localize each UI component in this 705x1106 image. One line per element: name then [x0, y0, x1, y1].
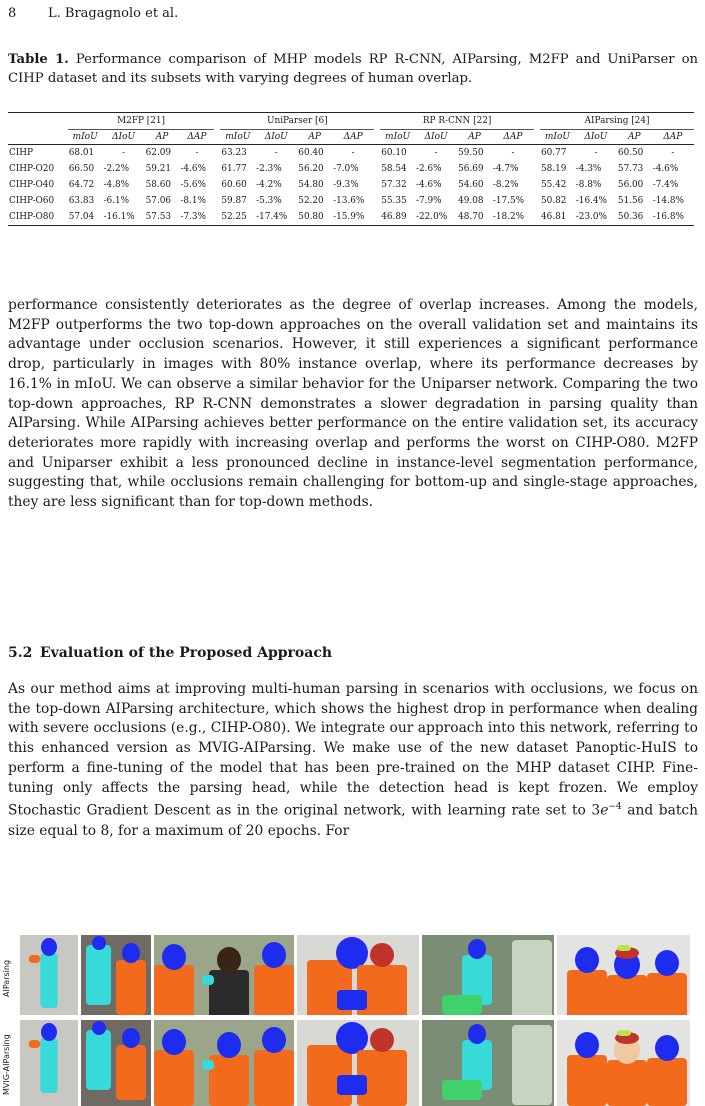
table-cell: 56.20: [298, 164, 324, 174]
table-cell: -18.2%: [492, 209, 534, 226]
table-cell: 60.50: [617, 148, 644, 158]
sub-header: AP: [617, 130, 652, 145]
table-cell: -: [274, 148, 278, 158]
table-cell: 59.21: [145, 164, 172, 174]
figure-panel: [297, 1020, 419, 1106]
table-cell: 60.60: [221, 180, 247, 190]
row-label: CIHP-O20: [9, 164, 55, 174]
table-caption: [8, 50, 698, 88]
table-cell: 56.69: [458, 164, 484, 174]
sub-header: ΔIoU: [103, 130, 145, 145]
table-cell: -7.9%: [415, 196, 442, 206]
table-cell: 52.25: [220, 209, 255, 226]
running-authors: L. Bragagnolo et al.: [48, 6, 179, 21]
group-header: UniParser [6]: [220, 113, 374, 130]
table-cell: -: [594, 148, 598, 158]
figure-panel: [81, 935, 151, 1015]
table-cell: 64.72: [68, 180, 95, 190]
figure-panel: [297, 935, 419, 1015]
table-cell: 51.56: [617, 196, 644, 206]
table-cell: 50.80: [297, 209, 332, 226]
table-cell: -14.8%: [652, 196, 684, 206]
row-label: CIHP-O60: [9, 196, 55, 206]
body-paragraph: performance consistently deteriorates as the degree of overlap increases. Among the models, M2FP outperforms the two top-down approaches on the overall validation set and maintains its advantage under occlusion scenarios. However, it still experiences a significant performance drop, particularly in images with 80% instance overlap, where its performance decreases by 16.1% in mIoU. We can observe a similar behavior for the Uniparser network. Comparing the two top-down approaches, RP R-CNN demonstrates a slower degradation in parsing quality than AIParsing. While AIParsing achieves better performance on the entire validation set, its accuracy deteriorates more rapidly with increasing overlap and performs the worst on CIHP-O80. M2FP and Uniparser exhibit a less pronounced decline in instance-level segmentation performance, suggesting that, while occlusions remain challenging for bottom-up and single-stage approaches, they are less significant than for top-down methods.: [8, 297, 698, 511]
table-cell: 55.35: [381, 196, 407, 206]
table-cell: 57.53: [145, 209, 180, 226]
table-cell: 50.36: [617, 209, 652, 226]
table-cell: 57.06: [145, 196, 172, 206]
table-cell: 59.87: [221, 196, 247, 206]
table-cell: -8.2%: [492, 180, 519, 190]
table-cell: -4.3%: [575, 164, 602, 174]
table-cell: -4.6%: [180, 164, 206, 174]
table-cell: 63.83: [68, 196, 95, 206]
table-cell: 57.32: [381, 180, 407, 190]
table-cell: -: [122, 148, 126, 158]
table-cell: 48.70: [457, 209, 492, 226]
learning-rate-exponent: −4: [608, 802, 622, 813]
table-cell: -5.3%: [256, 196, 282, 206]
table-row: [8, 177, 694, 193]
sub-header: ΔAP: [332, 130, 374, 145]
group-header: M2FP [21]: [68, 113, 215, 130]
row-label: CIHP: [9, 148, 34, 158]
table-cell: 61.77: [221, 164, 247, 174]
sub-header: ΔAP: [179, 130, 214, 145]
table-cell: 49.08: [458, 196, 484, 206]
table-cell: 60.77: [541, 148, 567, 158]
table-cell: -4.6%: [415, 180, 442, 190]
table-cell: -6.1%: [103, 196, 130, 206]
table-cell: -: [434, 148, 438, 158]
sub-header: mIoU: [380, 130, 415, 145]
table-cell: 50.82: [541, 196, 567, 206]
figure-panel: [557, 935, 690, 1015]
table-cell: 57.04: [68, 209, 103, 226]
table-cell: 62.09: [145, 148, 172, 158]
table-row: [8, 145, 694, 162]
table-cell: 54.80: [298, 180, 324, 190]
table-cell: -4.6%: [652, 164, 679, 174]
page-header: [8, 6, 178, 21]
table-cell: -: [511, 148, 515, 158]
table-cell: 46.81: [540, 209, 575, 226]
table-cell: 57.73: [617, 164, 644, 174]
paragraph-text: and batch size equal to 8, for a maximum of 20 epochs. For: [8, 802, 698, 839]
table-cell: -4.8%: [103, 180, 130, 190]
figure-row-label: AIParsing: [2, 959, 11, 997]
section-title: Evaluation of the Proposed Approach: [40, 645, 333, 661]
sub-header: AP: [145, 130, 180, 145]
table-cell: 52.20: [298, 196, 324, 206]
table-cell: -7.3%: [179, 209, 214, 226]
sub-header: ΔIoU: [255, 130, 297, 145]
row-label: CIHP-O40: [9, 180, 55, 190]
sub-header: mIoU: [68, 130, 103, 145]
row-label: CIHP-O80: [8, 209, 68, 226]
table-cell: -2.2%: [103, 164, 130, 174]
table-cell: -13.6%: [333, 196, 365, 206]
sub-header: mIoU: [220, 130, 255, 145]
paragraph-text: As our method aims at improving multi-human parsing in scenarios with occlusions, we focus on the top-down AIParsing architecture, which shows the highest drop in performance when dealing with severe occlusions (e.g., CIHP-O80). We integrate our approach into this network, referring to this enhanced version as MVIG-AIParsing. We make use of the new dataset Panoptic-HuIS to perform a fine-tuning of the model that has been pre-trained on the MHP dataset CIHP. Fine-tuning only affects the parsing head, while the detection head is kept frozen. We employ Stochastic Gradient Descent as in the original network, with learning rate set to 3: [8, 681, 698, 819]
table-cell: -15.9%: [332, 209, 374, 226]
table-cell: 58.60: [145, 180, 172, 190]
table-cell: 60.40: [298, 148, 324, 158]
figure-panel: [20, 935, 78, 1015]
figure-panel: [154, 935, 294, 1015]
table-cell: -8.1%: [180, 196, 206, 206]
sub-header: ΔAP: [652, 130, 694, 145]
table-cell: -8.8%: [575, 180, 602, 190]
figure-panel: [20, 1020, 78, 1106]
figure-row-label: MVIG-AIParsing: [2, 1034, 11, 1096]
figure-panel: [557, 1020, 690, 1106]
table-cell: -16.1%: [103, 209, 145, 226]
table-cell: -17.5%: [492, 196, 525, 206]
page-number: 8: [8, 6, 17, 21]
table-row: [8, 161, 694, 177]
sub-header: ΔIoU: [575, 130, 617, 145]
section-number: 5.2: [8, 645, 33, 661]
table-cell: -: [351, 148, 355, 158]
table-cell: 56.00: [617, 180, 644, 190]
table-cell: -: [671, 148, 675, 158]
body-paragraph: As our method aims at improving multi-human parsing in scenarios with occlusions, we focus on the top-down AIParsing architecture, which shows the highest drop in performance when dealing with severe occlusions (e.g., CIHP-O80). We integrate our approach into this network, referring to this enhanced version as MVIG-AIParsing. We make use of the new dataset Panoptic-HuIS to perform a fine-tuning of the model that has been pre-trained on the MHP dataset CIHP. Fine-tuning only affects the parsing head, while the detection head is kept frozen. We employ Stochastic Gradient Descent as in the original network, with learning rate set to $3e^{-4}$ and batch size equal to 8, for a maximum of 20 epochs. For: [8, 681, 698, 839]
figure-panel: [422, 1020, 554, 1106]
table-cell: 55.42: [541, 180, 567, 190]
table-cell: 54.60: [458, 180, 484, 190]
group-header: RP R-CNN [22]: [380, 113, 534, 130]
table-cell: -7.4%: [652, 180, 679, 190]
table-cell: -: [195, 148, 199, 158]
table-cell: -9.3%: [333, 180, 359, 190]
table-cell: -16.4%: [575, 196, 607, 206]
figure-row-mvig-aiparsing: [20, 1020, 690, 1106]
table-cell: -23.0%: [575, 209, 617, 226]
section-heading: [8, 645, 332, 661]
results-table: [8, 112, 694, 226]
table-cell: -16.8%: [652, 209, 694, 226]
sub-header: mIoU: [540, 130, 575, 145]
sub-header: ΔIoU: [415, 130, 457, 145]
sub-header: AP: [297, 130, 332, 145]
table-cell: 59.50: [458, 148, 484, 158]
table-cell: -17.4%: [255, 209, 297, 226]
table-cell: -4.2%: [256, 180, 282, 190]
figure-panel: [81, 1020, 151, 1106]
table-cell: 68.01: [68, 148, 95, 158]
table-caption-label: Table 1.: [8, 52, 69, 67]
sub-header: AP: [457, 130, 492, 145]
table-cell: 63.23: [221, 148, 247, 158]
figure-panel: [422, 935, 554, 1015]
table-cell: 66.50: [68, 164, 95, 174]
table-cell: -2.3%: [256, 164, 282, 174]
table-caption-text: Performance comparison of MHP models RP R-CNN, AIParsing, M2FP and UniParser on CIHP dataset and its subsets with varying degrees of human overlap.: [8, 52, 698, 86]
table-cell: 46.89: [380, 209, 415, 226]
table-cell: -4.7%: [492, 164, 519, 174]
table-cell: 58.19: [541, 164, 567, 174]
figure-panel: [154, 1020, 294, 1106]
figure-row-aiparsing: [20, 935, 690, 1015]
table-cell: -5.6%: [180, 180, 206, 190]
sub-header: ΔAP: [492, 130, 534, 145]
table-cell: -7.0%: [333, 164, 359, 174]
table-cell: 60.10: [381, 148, 407, 158]
table-cell: 58.54: [381, 164, 407, 174]
table-row: [8, 193, 694, 209]
group-header: AIParsing [24]: [540, 113, 694, 130]
table-row: [8, 209, 694, 226]
table-cell: -22.0%: [415, 209, 457, 226]
table-cell: -2.6%: [415, 164, 442, 174]
qualitative-figure: [0, 933, 705, 1106]
